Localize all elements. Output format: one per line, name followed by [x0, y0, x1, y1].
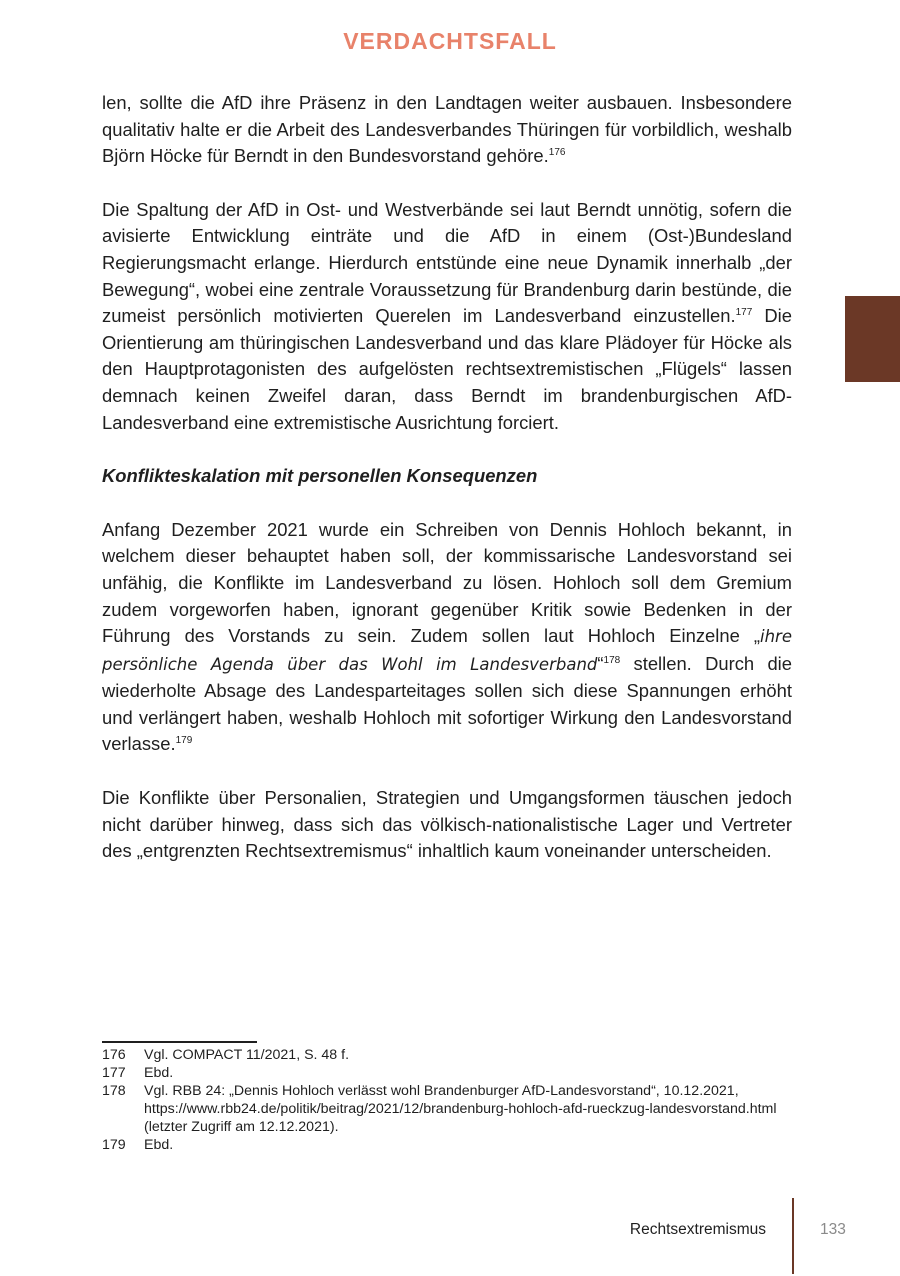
- footnote-divider: [102, 1041, 257, 1043]
- footnote-ref-179[interactable]: 179: [175, 735, 193, 747]
- paragraph-1: [102, 90, 792, 170]
- footnote-ref-178[interactable]: 178: [603, 654, 621, 666]
- paragraph-3: [102, 517, 792, 758]
- paragraph-2: [102, 197, 792, 436]
- paragraph-3-text-b: stellen. Durch die wiederholte Absage des Landesparteitages sollen sich diese Spannungen erhöht und verlängert haben, weshalb Hohloch mit sofortiger Wirkung den Landesvorstand verlasse.: [102, 652, 792, 755]
- footnote-item: [102, 1136, 802, 1154]
- paragraph-2-text-b: Die Orientierung am thüringischen Landesverband und das klare Plädoyer für Höcke als den Hauptprotagonisten des aufgelösten rechtsextremistischen „Flügels“ lassen demnach keinen Zweifel daran, dass Berndt im brandenburgischen AfD-Landesverband eine extremistische Ausrichtung forciert.: [102, 305, 792, 433]
- footnote-item: [102, 1082, 802, 1136]
- paragraph-4: Die Konflikte über Personalien, Strategien und Umgangsformen täuschen jedoch nicht darüber hinweg, dass sich das völkisch-nationalistische Lager und Vertreter des „entgrenzten Rechtsextremismus“ inhaltlich kaum voneinander unterscheiden.: [102, 787, 792, 862]
- paragraph-2-text-a: Die Spaltung der AfD in Ost- und Westverbände sei laut Berndt unnötig, sofern die avisierte Entwicklung einträte und die AfD in einem (Ost-)Bundesland Regierungsmacht erlange. Hierdurch entstünde eine neue Dynamik innerhalb „der Bewegung“, wobei eine zentrale Voraussetzung für Brandenburg darin bestünde, die zumeist persönlich motivierten Querelen im Landesverband einzustellen.: [102, 198, 792, 327]
- footnotes: [102, 1046, 802, 1154]
- section-heading: Konflikteskalation mit personellen Konsequenzen: [102, 465, 538, 487]
- paragraph-3-quote: ihre persönliche Agenda über das Wohl im Landesverband: [102, 627, 792, 674]
- footer-divider: [792, 1198, 794, 1274]
- footnote-item: [102, 1064, 802, 1082]
- footnote-text: Vgl. COMPACT 11/2021, S. 48 f.: [144, 1047, 350, 1063]
- footnote-number: 178: [102, 1083, 126, 1099]
- chapter-tab-marker: [845, 296, 900, 382]
- main-text: [102, 90, 792, 892]
- page-number: 133: [820, 1221, 846, 1238]
- footer-section-label: Rechtsextremismus: [629, 1221, 766, 1238]
- footnote-item: [102, 1046, 802, 1064]
- footnote-number: 179: [102, 1137, 126, 1153]
- footnote-ref-177[interactable]: 177: [735, 307, 753, 319]
- footnote-number: 177: [102, 1065, 126, 1081]
- page-header-title: VERDACHTSFALL: [343, 28, 557, 54]
- footnote-number: 176: [102, 1047, 126, 1063]
- footnote-ref-176[interactable]: 176: [548, 147, 566, 159]
- footnote-text: Ebd.: [144, 1137, 174, 1153]
- paragraph-3-text-a: Anfang Dezember 2021 wurde ein Schreiben von Dennis Hohloch bekannt, in welchem dieser behauptet haben soll, der kommissarische Landesvorstand sei unfähig, die Konflikte im Landesverband zu lösen. Hohloch soll dem Gremium zudem vorgeworfen haben, ignorant gegenüber Kritik sowie Bedenken in der Führung des Vorstands zu sein. Zudem sollen laut Hohloch Einzelne „: [102, 518, 792, 647]
- paragraph-3-quote-close: “: [597, 652, 604, 674]
- footnote-text[interactable]: Vgl. RBB 24: „Dennis Hohloch verlässt wohl Brandenburger AfD-Landesvorstand“, 10.12.2021, https://www.rbb24.de/politik/beitrag/2021/12/brandenburg-hohloch-afd-rueckzug-landesvorstand.html (letzter Zugriff am 12.12.2021).: [144, 1083, 777, 1135]
- footnote-text: Ebd.: [144, 1065, 174, 1081]
- paragraph-1-text: len, sollte die AfD ihre Präsenz in den Landtagen weiter ausbauen. Insbesondere qualitativ halte er die Arbeit des Landesverbandes Thüringen für vorbildlich, weshalb Björn Höcke für Berndt in den Bundesvorstand gehöre.: [102, 92, 792, 167]
